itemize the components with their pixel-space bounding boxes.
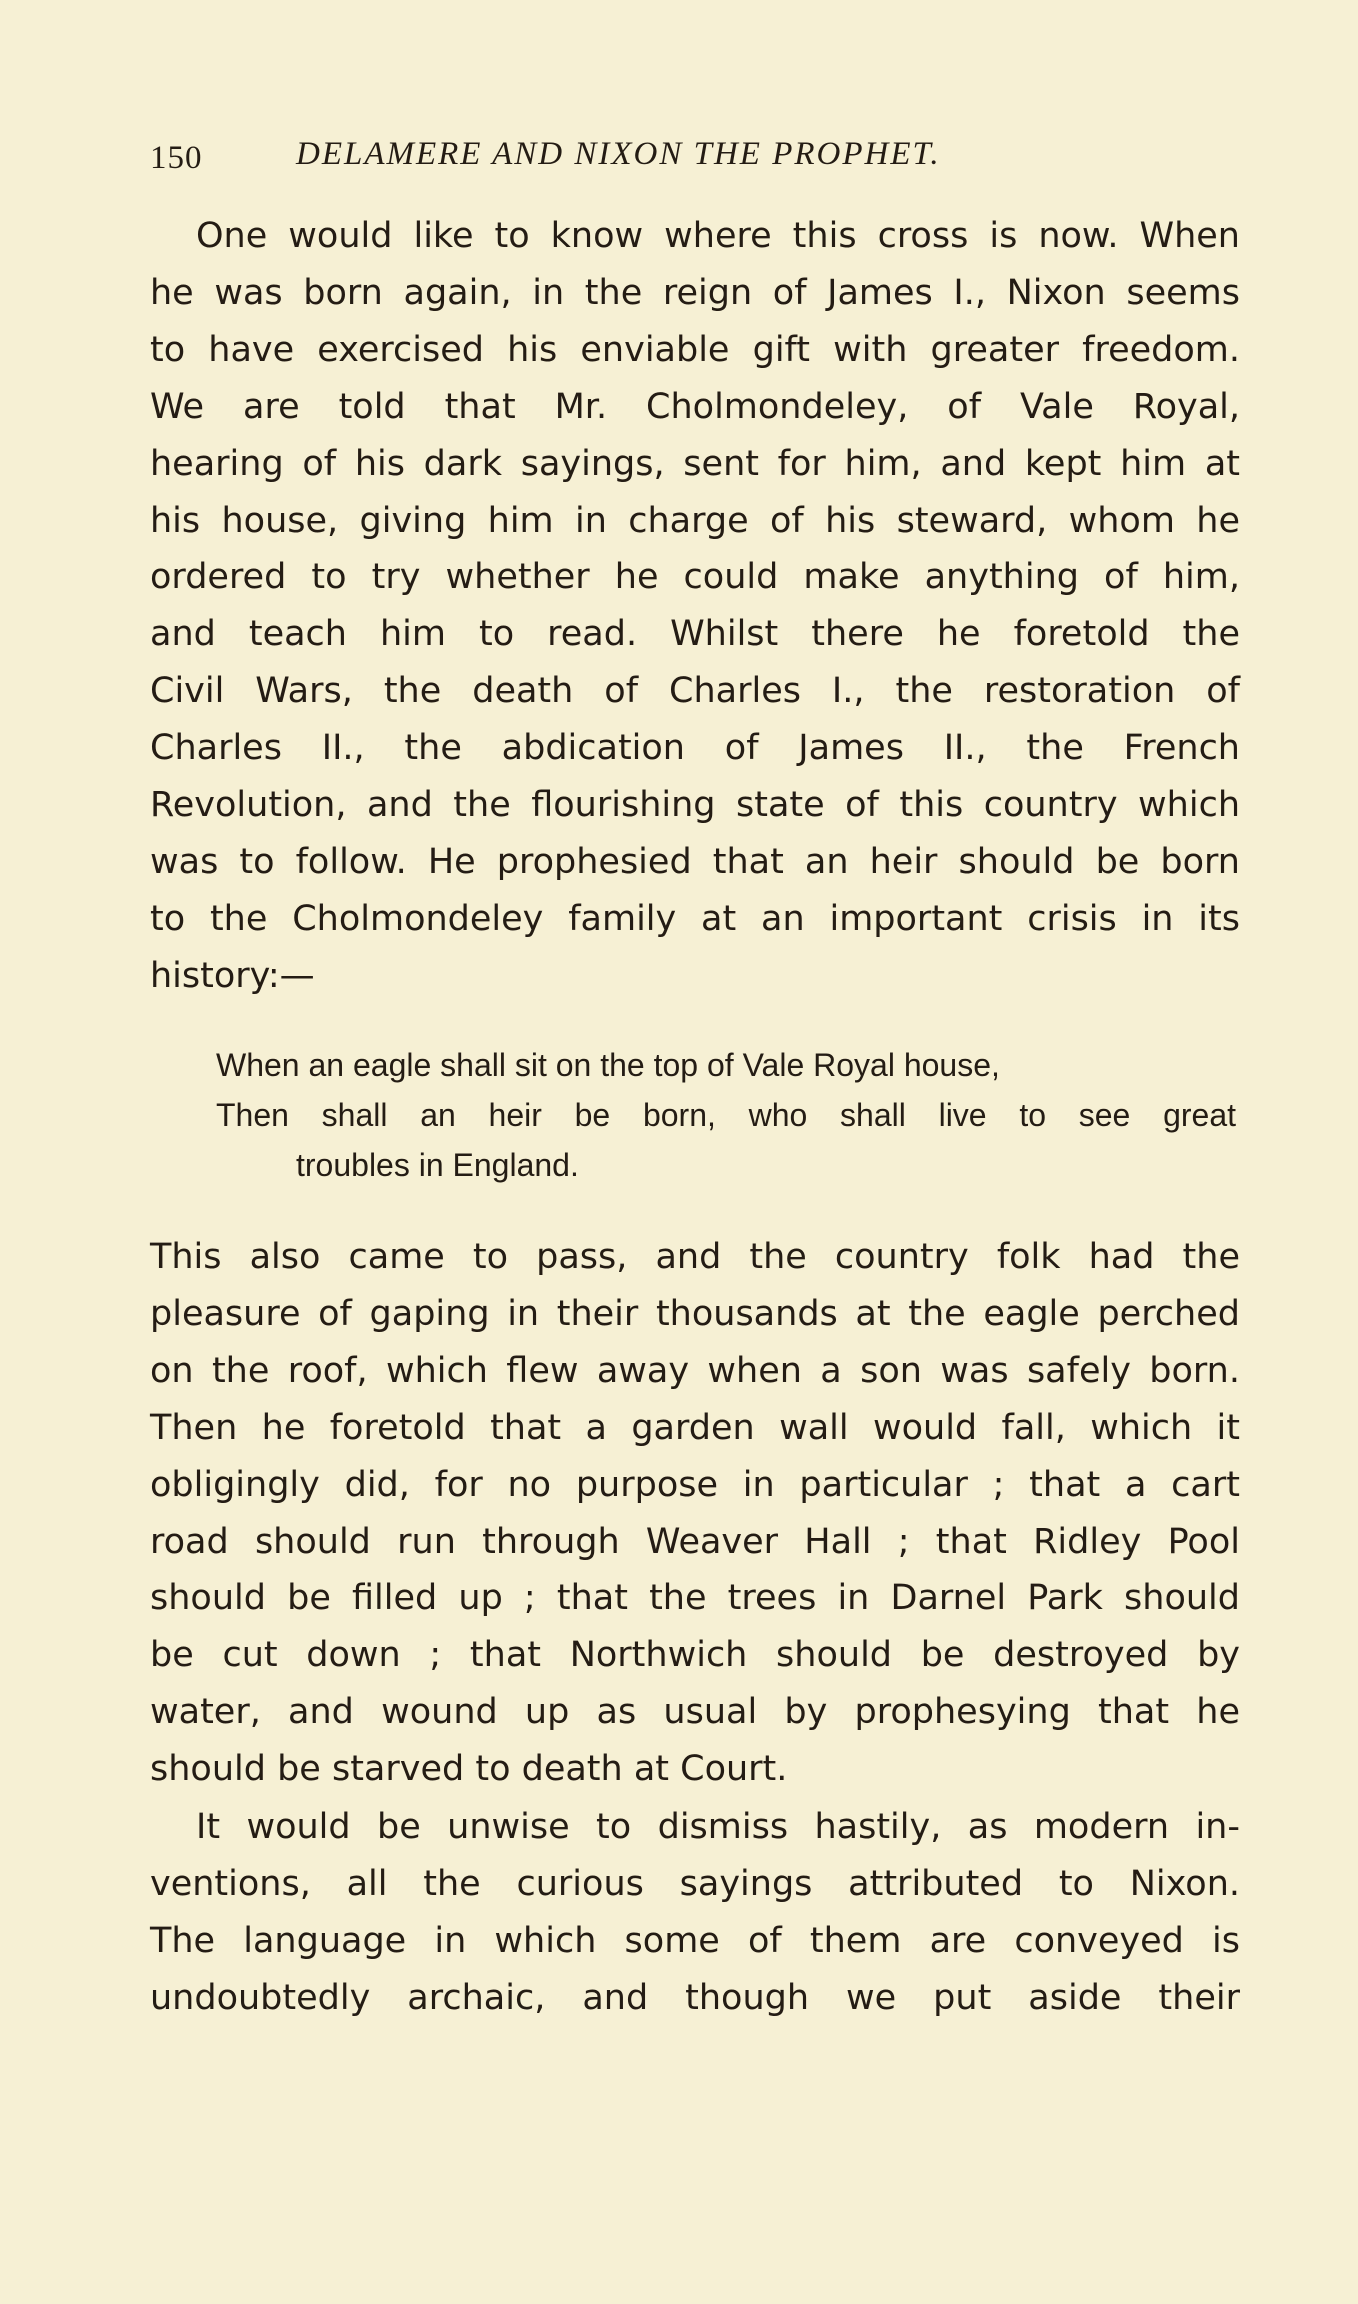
text-line: Charles II., the abdication of James II., the French: [150, 728, 1240, 769]
text-line: to the Cholmondeley family at an important crisis in its: [150, 898, 1240, 939]
text-line: Civil Wars, the death of Charles I., the restoration of: [150, 671, 1240, 712]
page-number: 150: [150, 140, 203, 176]
text-line: history:—: [150, 955, 315, 996]
running-head: [150, 132, 1230, 182]
text-line: Then he foretold that a garden wall would fall, which it: [150, 1407, 1240, 1448]
text-line: One would like to know where this cross is now. When: [196, 216, 1240, 256]
text-line: ordered to try whether he could make anything of him,: [150, 557, 1240, 598]
paragraph-2: [150, 1229, 1240, 1798]
text-line: he was born again, in the reign of James I., Nixon seems: [150, 272, 1240, 313]
text-line: should be starved to death at Court.: [150, 1749, 788, 1790]
text-line: be cut down ; that Northwich should be destroyed by: [150, 1635, 1240, 1676]
running-title: DELAMERE AND NIXON THE PROPHET.: [296, 136, 941, 172]
text-line: The language in which some of them are conveyed is: [150, 1920, 1240, 1961]
text-line: This also came to pass, and the country folk had the: [150, 1237, 1240, 1277]
text-line: and teach him to read. Whilst there he foretold the: [150, 614, 1240, 655]
verse-line: troubles in England.: [296, 1147, 579, 1183]
text-line: ventions, all the curious sayings attributed to Nixon.: [150, 1863, 1240, 1904]
text-line: road should run through Weaver Hall ; that Ridley Pool: [150, 1521, 1240, 1562]
text-line: should be filled up ; that the trees in Darnel Park should: [150, 1578, 1240, 1619]
paragraph-1: [150, 208, 1240, 1005]
text-line: his house, giving him in charge of his steward, whom he: [150, 500, 1240, 541]
text-line: It would be unwise to dismiss hastily, as modern in-: [196, 1807, 1240, 1847]
text-line: hearing of his dark sayings, sent for him, and kept him at: [150, 443, 1240, 484]
text-line: was to follow. He prophesied that an heir should be born: [150, 841, 1240, 882]
text-line: water, and wound up as usual by prophesying that he: [150, 1692, 1240, 1733]
text-line: to have exercised his enviable gift with greater freedom.: [150, 329, 1240, 370]
text-line: undoubtedly archaic, and though we put aside their: [150, 1977, 1240, 2018]
text-line: pleasure of gaping in their thousands at the eagle perched: [150, 1293, 1240, 1334]
text-line: obligingly did, for no purpose in particular ; that a cart: [150, 1464, 1240, 1505]
text-line: Revolution, and the flourishing state of this country which: [150, 785, 1240, 826]
verse-line: Then shall an heir be born, who shall live to see great: [216, 1097, 1236, 1133]
verse-line: When an eagle shall sit on the top of Vale Royal house,: [216, 1047, 1000, 1083]
text-line: We are told that Mr. Cholmondeley, of Vale Royal,: [150, 386, 1240, 427]
verse-quotation: [216, 1040, 1236, 1190]
text-line: on the roof, which flew away when a son was safely born.: [150, 1350, 1240, 1391]
paragraph-3: [150, 1799, 1240, 2027]
